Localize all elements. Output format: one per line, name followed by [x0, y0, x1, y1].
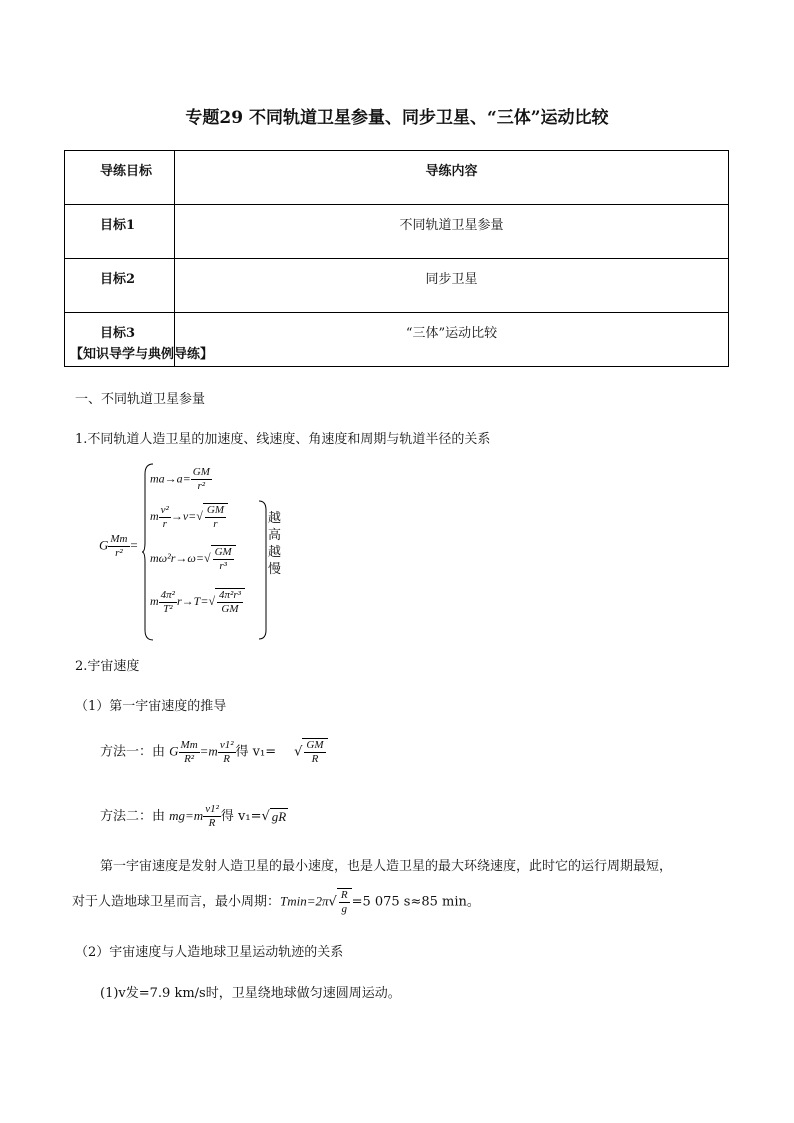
paragraph-line [72, 888, 480, 916]
lhs-prefix: G [99, 537, 109, 553]
section-heading: 【知识导学与典例导练】 [70, 347, 214, 362]
radicand: gR [271, 809, 287, 824]
sqrt-icon: √ [294, 744, 303, 760]
radicand [215, 588, 245, 616]
goal-content: 不同轨道卫星参量 [175, 205, 729, 259]
goal-label: 目标1 [65, 205, 175, 259]
table-row [65, 205, 729, 259]
row-text: mω²r→ω= [150, 550, 204, 565]
fraction-denominator: r² [197, 480, 206, 492]
paragraph-line: 第一宇宙速度是发射人造卫星的最小速度，也是人造卫星的最大环绕速度，此时它的运行周期最短， [100, 859, 673, 874]
radicand [337, 888, 352, 916]
paragraph-text: =5 075 s≈85 min。 [351, 894, 480, 910]
fraction-denominator: r [162, 517, 167, 530]
radicand-fraction [205, 504, 226, 531]
sqrt-icon: √ [328, 894, 337, 910]
goal-content: 同步卫星 [175, 259, 729, 313]
fraction-denominator: g [341, 903, 347, 915]
symbol: G [169, 743, 179, 759]
fraction-numerator: Mm [180, 738, 198, 751]
fraction-denominator: R [223, 752, 231, 765]
fraction-denominator: R [311, 753, 319, 765]
formula-lhs [99, 533, 138, 560]
radicand [302, 738, 327, 766]
radicand [211, 545, 236, 573]
fraction-numerator: GM [214, 546, 232, 558]
side-label-char: 越 [268, 545, 282, 560]
fraction-numerator: 4π² [160, 588, 175, 601]
formula-row-angular [150, 545, 236, 573]
goals-table [64, 150, 729, 367]
table-header-row [65, 151, 729, 205]
formula-row-period [150, 588, 245, 616]
sqrt-icon: √ [208, 593, 216, 608]
fraction-numerator: v1² [205, 803, 219, 815]
item-heading: 2.宇宙速度 [75, 659, 140, 674]
method-label: 方法一：由 [100, 744, 170, 760]
fraction-denominator: T² [163, 602, 173, 615]
row-text: →v= [170, 508, 197, 523]
lhs-fraction [108, 533, 129, 560]
sqrt-icon: √ [203, 550, 211, 565]
fraction-denominator: r² [115, 547, 123, 559]
paragraph-text: 对于人造地球卫星而言，最小周期： [72, 894, 281, 910]
method-two [100, 803, 288, 830]
side-label [268, 510, 284, 578]
item-heading: 1.不同轨道人造卫星的加速度、线速度、角速度和周期与轨道半径的关系 [75, 432, 491, 447]
sqrt-icon: √ [196, 508, 203, 523]
fraction-denominator: R [208, 817, 216, 829]
side-label-char: 慢 [268, 562, 282, 577]
table-header-cell: 导练目标 [65, 151, 175, 205]
row-prefix: m [150, 593, 159, 608]
fraction-numerator: GM [192, 466, 210, 478]
fraction-denominator: r [213, 518, 218, 530]
fraction-denominator: r³ [219, 560, 227, 572]
lhs-equals: = [129, 537, 139, 553]
method-fraction [203, 803, 221, 830]
goal-label: 目标2 [65, 259, 175, 313]
radicand-fraction [304, 739, 325, 766]
fraction-denominator: R² [184, 752, 195, 765]
fraction-numerator: GM [206, 504, 224, 516]
result-text: 得 v₁= [220, 809, 262, 824]
side-label-char: 越 [268, 511, 282, 526]
equals-m: =m [199, 743, 218, 759]
fraction-numerator: 4π²r³ [219, 589, 241, 601]
fraction-denominator: GM [221, 603, 239, 615]
row-fraction [191, 466, 212, 493]
side-label-char: 高 [268, 528, 282, 543]
radicand [203, 503, 228, 531]
part-title: 一、不同轨道卫星参量 [75, 392, 206, 407]
row-fraction [159, 589, 177, 616]
fraction-numerator: GM [306, 739, 324, 751]
fraction-numerator: Mm [110, 533, 128, 545]
radicand-fraction [339, 889, 350, 916]
method-label: 方法二：由 [100, 809, 170, 824]
formula-row-acceleration [150, 466, 212, 493]
radicand-fraction [213, 546, 234, 573]
fraction-numerator: v1² [219, 738, 234, 751]
table-header-cell: 导练内容 [175, 151, 729, 205]
row-text: ma→a= [150, 471, 191, 486]
table-row [65, 259, 729, 313]
sub-heading: （1）第一宇宙速度的推导 [75, 699, 227, 714]
method-fraction [218, 739, 236, 766]
sub-heading: （2）宇宙速度与人造地球卫星运动轨迹的关系 [75, 945, 344, 960]
row-text: r→T= [176, 593, 209, 608]
equation: mg=m [169, 808, 204, 823]
goal-content: “三体”运动比较 [175, 313, 729, 367]
goal-label: 目标3 [65, 313, 175, 367]
item-text: (1)v发=7.9 km/s时，卫星绕地球做匀速圆周运动。 [100, 986, 401, 1001]
row-fraction [159, 504, 171, 531]
radicand-fraction [217, 589, 243, 616]
fraction-numerator: v² [160, 503, 169, 516]
right-bracket-icon [258, 500, 268, 640]
method-fraction [179, 739, 200, 766]
result-text: 得 v₁= [235, 744, 277, 760]
formula-row-velocity [150, 503, 228, 531]
fraction-numerator: R [340, 889, 348, 901]
sqrt-icon: √ [261, 809, 270, 824]
page-title: 专题29 不同轨道卫星参量、同步卫星、“三体”运动比较 [185, 108, 609, 128]
method-one [100, 738, 328, 766]
row-prefix: m [150, 508, 159, 523]
tmin-expression: Tmin=2π [280, 893, 329, 909]
